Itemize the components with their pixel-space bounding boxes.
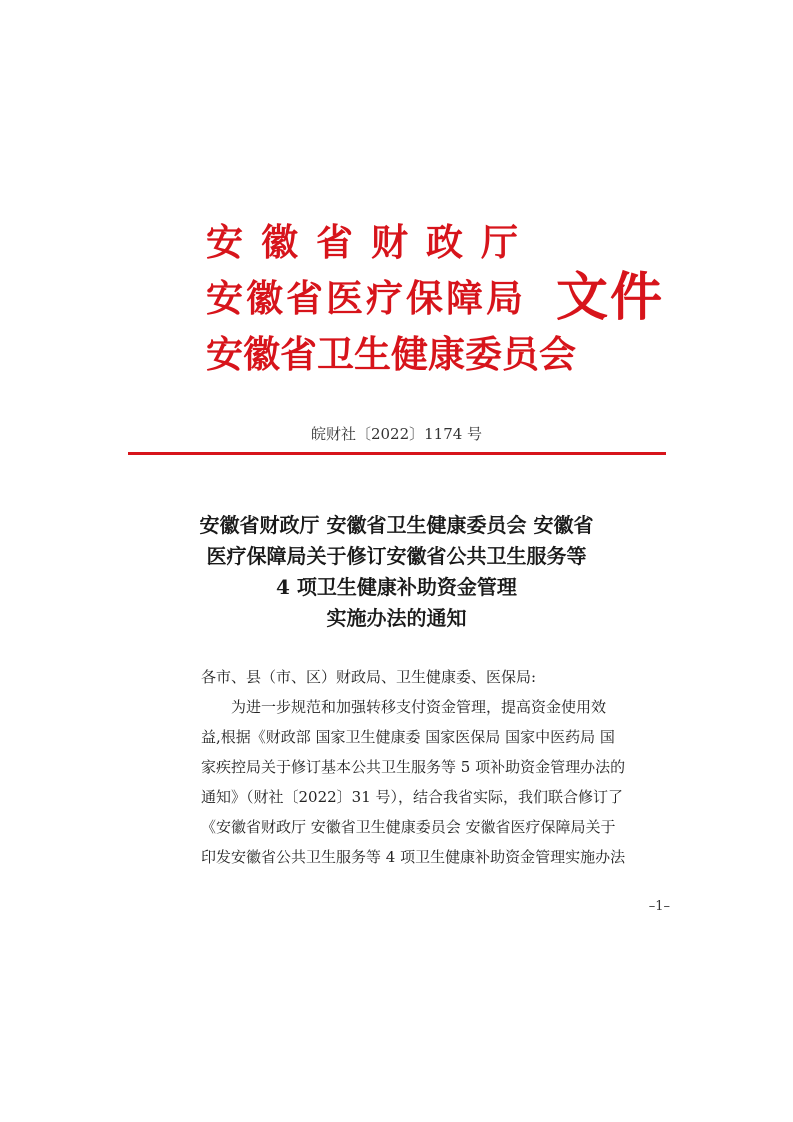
- issuer-medical-security-bureau: 安徽省医疗保障局: [206, 276, 526, 320]
- paragraph-line: 益,根据《财政部 国家卫生健康委 国家医保局 国家中医药局 国: [201, 728, 615, 746]
- salutation: 各市、县（市、区）财政局、卫生健康委、医保局:: [201, 668, 537, 686]
- title-line: 安徽省财政厅 安徽省卫生健康委员会 安徽省: [199, 513, 594, 537]
- title-line: 实施办法的通知: [326, 606, 467, 630]
- issuer-finance-department: 安徽省财政厅: [206, 220, 536, 264]
- page-number: –1–: [648, 899, 670, 914]
- document-number: 皖财社〔2022〕1174 号: [310, 425, 483, 443]
- paragraph-line: 为进一步规范和加强转移支付资金管理，提高资金使用效: [231, 698, 607, 716]
- issuer-health-commission: 安徽省卫生健康委员会: [206, 332, 576, 376]
- paragraph-line: 通知》（财社〔2022〕31 号），结合我省实际，我们联合修订了: [201, 788, 624, 806]
- document-body: [201, 662, 671, 872]
- issuing-authorities-header: [206, 218, 666, 388]
- paragraph-line: 家疾控局关于修订基本公共卫生服务等 5 项补助资金管理办法的: [201, 758, 626, 776]
- paragraph-line: 印发安徽省公共卫生服务等 4 项卫生健康补助资金管理实施办法: [201, 848, 626, 866]
- red-separator-rule: [128, 452, 666, 455]
- document-title: [150, 510, 643, 634]
- paragraph-line: 《安徽省财政厅 安徽省卫生健康委员会 安徽省医疗保障局关于: [201, 818, 616, 836]
- title-line: 医疗保障局关于修订安徽省公共卫生服务等: [206, 544, 587, 568]
- document-word-mark: 文件: [556, 267, 665, 328]
- title-line: 4 项卫生健康补助资金管理: [276, 575, 517, 599]
